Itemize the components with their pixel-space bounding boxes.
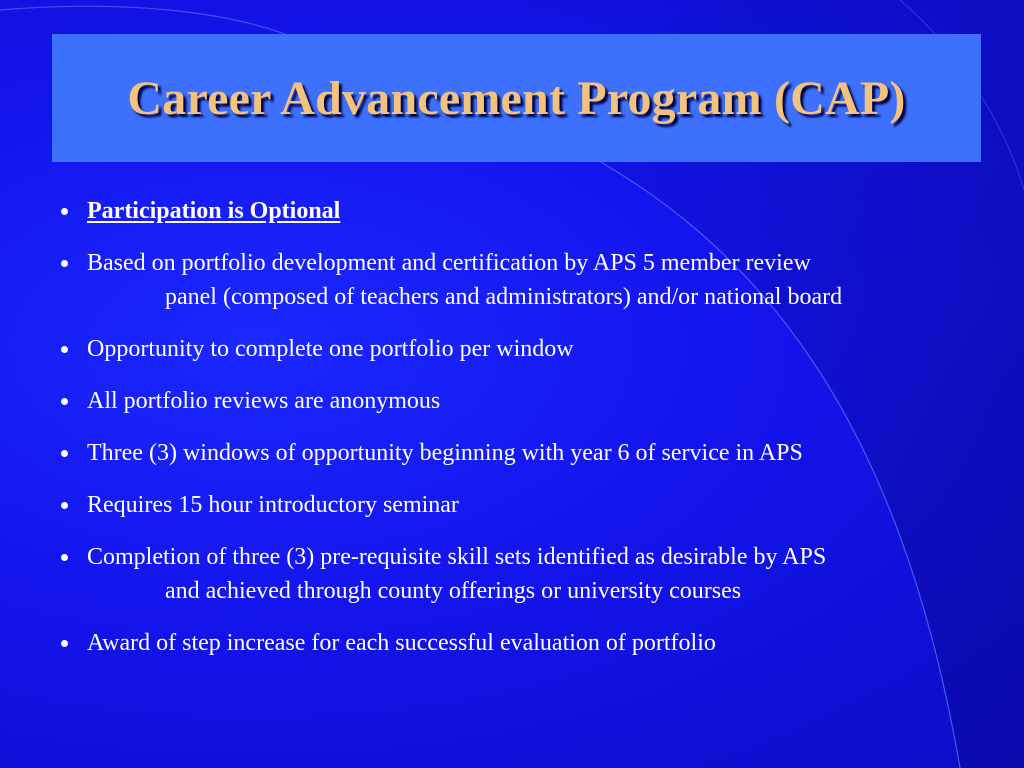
bullet-item xyxy=(58,436,978,470)
bullet-text: Completion of three (3) pre-requisite skill sets identified as desirable by APS xyxy=(87,544,827,570)
bullet-item xyxy=(58,626,978,660)
bullet-text: Award of step increase for each successful evaluation of portfolio xyxy=(87,630,716,656)
bullet-dot-icon xyxy=(61,346,68,353)
bullet-text: Opportunity to complete one portfolio per window xyxy=(87,336,574,362)
bullet-dot-icon xyxy=(61,502,68,509)
bullet-list xyxy=(58,194,978,678)
bullet-item xyxy=(58,540,978,608)
bullet-text: Three (3) windows of opportunity beginning with year 6 of service in APS xyxy=(87,440,803,466)
bullet-text: Based on portfolio development and certification by APS 5 member review xyxy=(87,250,811,276)
bullet-item xyxy=(58,488,978,522)
bullet-dot-icon xyxy=(61,260,68,267)
bullet-text: All portfolio reviews are anonymous xyxy=(87,388,441,414)
bullet-item xyxy=(58,384,978,418)
bullet-dot-icon xyxy=(61,208,68,215)
bullet-dot-icon xyxy=(61,398,68,405)
slide-title: Career Advancement Program (CAP) xyxy=(127,71,906,125)
bullet-dot-icon xyxy=(61,640,68,647)
bullet-item xyxy=(58,194,978,228)
bullet-item xyxy=(58,332,978,366)
bullet-item xyxy=(58,246,978,314)
bullet-text-continuation: and achieved through county offerings or university courses xyxy=(165,578,742,604)
bullet-text-continuation: panel (composed of teachers and administrators) and/or national board xyxy=(165,284,843,310)
bullet-text: Requires 15 hour introductory seminar xyxy=(87,492,459,518)
bullet-dot-icon xyxy=(61,450,68,457)
bullet-dot-icon xyxy=(61,554,68,561)
bullet-text: Participation is Optional xyxy=(87,198,341,224)
title-banner xyxy=(52,34,981,162)
